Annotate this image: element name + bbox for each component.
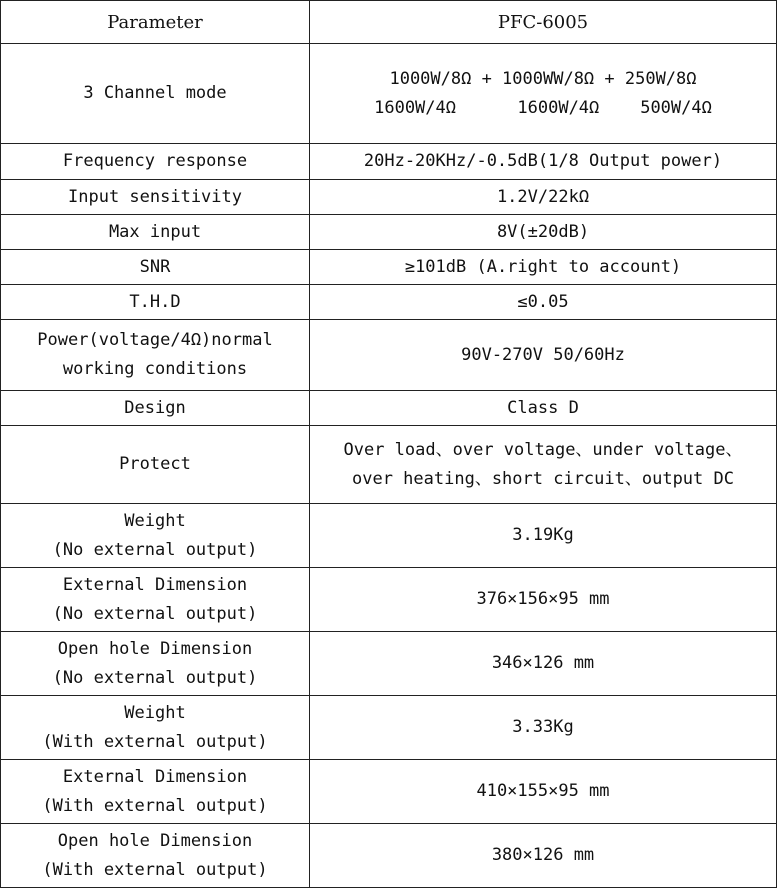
table-row bbox=[1, 824, 777, 888]
table-row bbox=[1, 215, 777, 250]
value-cell: 3.19Kg bbox=[310, 504, 777, 568]
param-cell: External Dimension (With external output) bbox=[1, 760, 310, 824]
value-cell: Over load、over voltage、under voltage、 over heating、short circuit、output DC bbox=[310, 426, 777, 504]
param-cell: SNR bbox=[1, 250, 310, 285]
value-cell: Class D bbox=[310, 391, 777, 426]
param-cell: Max input bbox=[1, 215, 310, 250]
table-row bbox=[1, 391, 777, 426]
header-row bbox=[1, 1, 777, 44]
table-row bbox=[1, 250, 777, 285]
table-row bbox=[1, 180, 777, 215]
table-row bbox=[1, 504, 777, 568]
table-row bbox=[1, 632, 777, 696]
table-row bbox=[1, 44, 777, 144]
param-cell: Weight (With external output) bbox=[1, 696, 310, 760]
header-parameter: Parameter bbox=[1, 1, 310, 44]
table-row bbox=[1, 426, 777, 504]
table-row bbox=[1, 696, 777, 760]
param-cell: Weight (No external output) bbox=[1, 504, 310, 568]
table-row bbox=[1, 320, 777, 391]
param-cell: T.H.D bbox=[1, 285, 310, 320]
value-cell: 376×156×95 mm bbox=[310, 568, 777, 632]
param-cell: Design bbox=[1, 391, 310, 426]
param-cell: Frequency response bbox=[1, 144, 310, 180]
table-row bbox=[1, 144, 777, 180]
value-cell: ≤0.05 bbox=[310, 285, 777, 320]
table-row bbox=[1, 760, 777, 824]
param-cell: Input sensitivity bbox=[1, 180, 310, 215]
value-cell: 90V-270V 50/60Hz bbox=[310, 320, 777, 391]
value-cell: 346×126 mm bbox=[310, 632, 777, 696]
value-cell: 8V(±20dB) bbox=[310, 215, 777, 250]
param-cell: 3 Channel mode bbox=[1, 44, 310, 144]
value-cell: 1000W/8Ω + 1000WW/8Ω + 250W/8Ω 1600W/4Ω 1600W/4Ω 500W/4Ω bbox=[310, 44, 777, 144]
header-model: PFC-6005 bbox=[310, 1, 777, 44]
table-row bbox=[1, 568, 777, 632]
table-row bbox=[1, 285, 777, 320]
param-cell: Open hole Dimension (With external output) bbox=[1, 824, 310, 888]
param-cell: Protect bbox=[1, 426, 310, 504]
value-cell: ≥101dB (A.right to account) bbox=[310, 250, 777, 285]
value-cell: 1.2V/22kΩ bbox=[310, 180, 777, 215]
value-cell: 380×126 mm bbox=[310, 824, 777, 888]
value-cell: 410×155×95 mm bbox=[310, 760, 777, 824]
param-cell: External Dimension (No external output) bbox=[1, 568, 310, 632]
param-cell: Open hole Dimension (No external output) bbox=[1, 632, 310, 696]
param-cell: Power(voltage/4Ω)normal working conditions bbox=[1, 320, 310, 391]
value-cell: 20Hz-20KHz/-0.5dB(1/8 Output power) bbox=[310, 144, 777, 180]
value-cell: 3.33Kg bbox=[310, 696, 777, 760]
